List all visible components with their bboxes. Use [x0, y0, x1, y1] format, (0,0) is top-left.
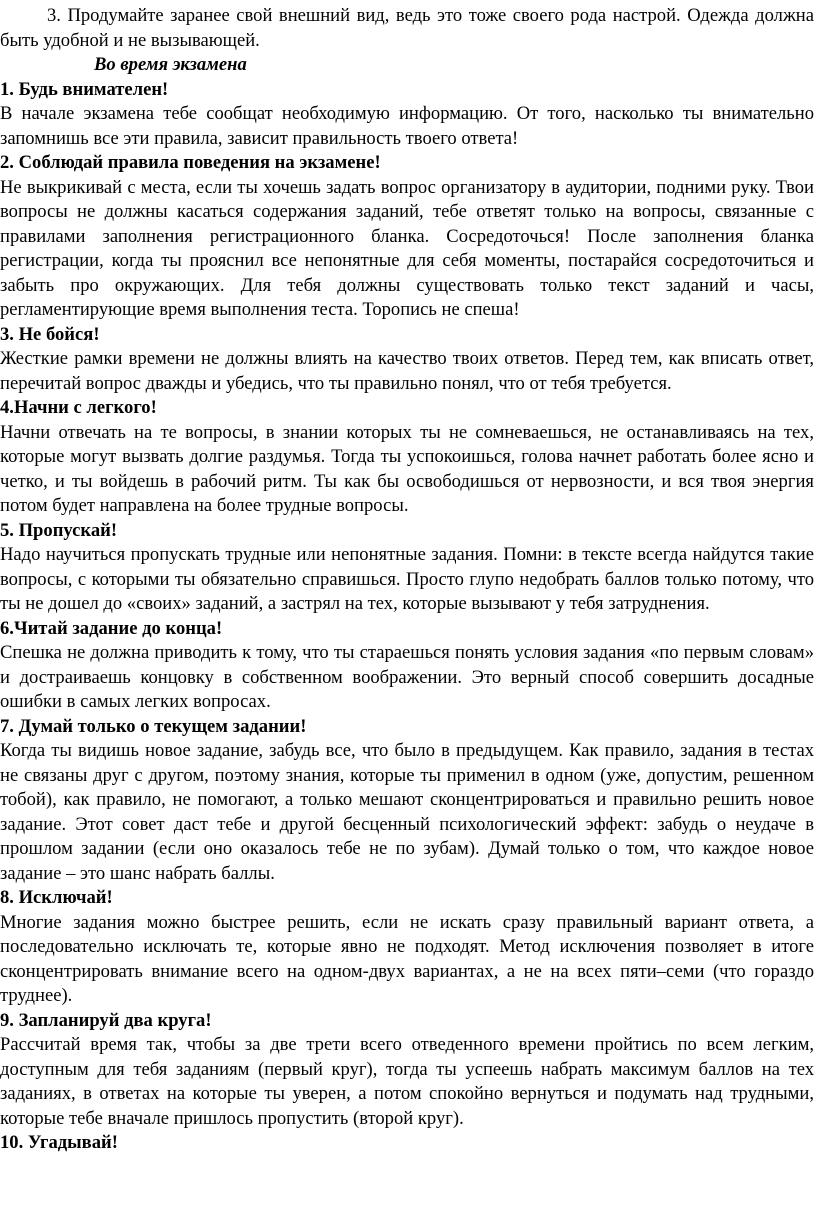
heading-3: 3. Не бойся!: [0, 323, 100, 345]
paragraph-8: Многие задания можно быстрее решить, если не искать сразу правильный вариант ответа, а последовательно исключать те, которые явно не подходят. Метод исключения позволяет в итоге сконцентрировать внимание всего на одном-двух вариантах, а не на всех пяти–семи (что гораздо труднее).: [0, 911, 814, 1006]
heading-9: 9. Запланируй два круга!: [0, 1009, 212, 1031]
intro-paragraph: 3. Продумайте заранее свой внешний вид, ведь это тоже своего рода настрой. Одежда должна быть удобной и не вызывающей.: [0, 5, 814, 51]
paragraph-9: Рассчитай время так, чтобы за две трети всего отведенного времени пройтись по всем легким, доступным для тебя заданиям (первый круг), тогда ты успеешь набрать максимум баллов на тех заданиях, в ответах на которые ты уверен, а потом спокойно вернуться и подумать над трудными, которые тебе вначале пришлось пропустить (второй круг).: [0, 1034, 814, 1129]
heading-4: 4.Начни с легкого!: [0, 397, 157, 418]
paragraph-5: Надо научиться пропускать трудные или непонятные задания. Помни: в тексте всегда найдутся такие вопросы, с которыми ты обязательно справишься. Просто глупо недобрать баллов только потому, что ты не дошел до «своих» заданий, а застрял на тех, которые вызывают у тебя затруднения.: [0, 544, 814, 614]
document-page: [0, 4, 814, 1156]
paragraph-4: Начни отвечать на те вопросы, в знании которых ты не сомневаешься, не останавливаясь на тех, которые могут вызвать долгие раздумья. Тогда ты успокоишься, голова начнет работать более ясно и четко, и ты войдешь в рабочий ритм. Ты как бы освободишься от нервозности, и вся твоя энергия потом будет направлена на более трудные вопросы.: [0, 421, 814, 516]
heading-1: 1. Будь внимателен!: [0, 78, 169, 100]
paragraph-7: Когда ты видишь новое задание, забудь все, что было в предыдущем. Как правило, задания в тестах не связаны друг с другом, поэтому знания, которые ты применил в одном (уже, допустим, решенном тобой), как правило, не помогают, а только мешают сконцентрироваться и правильно решить новое задание. Этот совет даст тебе и другой бесценный психологический эффект: забудь о неудаче в прошлом задании (если оно оказалось тебе не по зубам). Думай только о том, что каждое новое задание – это шанс набрать баллы.: [0, 740, 814, 884]
paragraph-6: Спешка не должна приводить к тому, что ты стараешься понять условия задания «по первым словам» и достраиваешь концовку в собственном воображении. Это верный способ совершить досадные ошибки в самых легких вопросах.: [0, 642, 814, 712]
section-subtitle: Во время экзамена: [94, 54, 247, 75]
heading-6: 6.Читай задание до конца!: [0, 617, 223, 639]
paragraph-3: Жесткие рамки времени не должны влиять на качество твоих ответов. Перед тем, как вписать ответ, перечитай вопрос дважды и убедись, что ты правильно понял, что от тебя требуется.: [0, 348, 814, 394]
heading-8: 8. Исключай!: [0, 887, 113, 908]
paragraph-2: Не выкрикивай с места, если ты хочешь задать вопрос организатору в аудитории, подними руку. Твои вопросы не должны касаться содержания заданий, тебе ответят только на вопросы, связанные с правилами заполнения регистрационного бланка. Сосредоточься! После заполнения бланка регистрации, когда ты прояснил все непонятные для себя моменты, постарайся сосредоточиться и забыть про окружающих. Для тебя должны существовать только текст заданий и часы, регламентирующие время выполнения теста. Торопись не спеша!: [0, 176, 814, 320]
heading-10: 10. Угадывай!: [0, 1132, 118, 1153]
paragraph-1: В начале экзамена тебе сообщат необходимую информацию. От того, насколько ты внимательно запомнишь все эти правила, зависит правильность твоего ответа!: [0, 103, 814, 149]
heading-5: 5. Пропускай!: [0, 519, 118, 541]
heading-2: 2. Соблюдай правила поведения на экзамене!: [0, 152, 381, 173]
heading-7: 7. Думай только о текущем задании!: [0, 715, 307, 737]
